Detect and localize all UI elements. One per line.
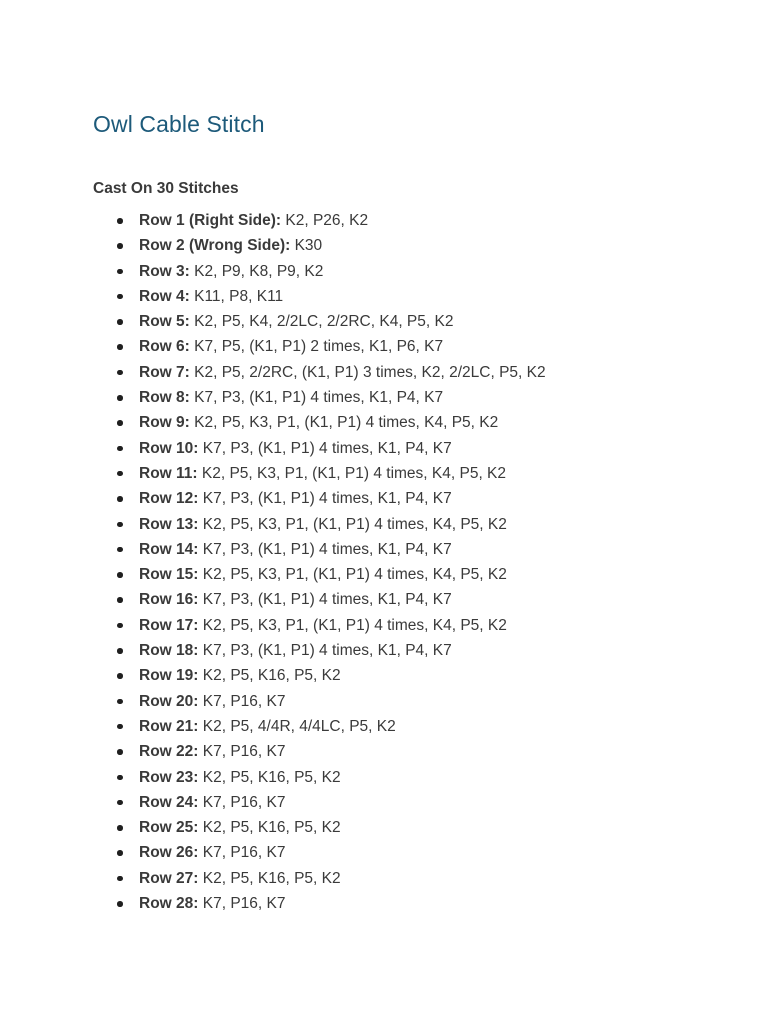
row-instruction: K2, P5, K16, P5, K2 xyxy=(202,768,341,786)
list-item xyxy=(93,790,713,815)
row-label: Row 6: xyxy=(139,338,190,356)
row-label: Row 27: xyxy=(139,869,199,887)
row-instruction: K2, P5, K16, P5, K2 xyxy=(202,869,341,887)
list-item xyxy=(93,891,713,916)
row-label: Row 1 (Right Side): xyxy=(139,212,282,229)
row-label: Row 17: xyxy=(139,616,199,634)
list-item xyxy=(93,739,713,764)
bullet-icon xyxy=(117,775,123,781)
row-instruction: K7, P3, (K1, P1) 4 times, K1, P4, K7 xyxy=(202,540,452,558)
bullet-icon xyxy=(117,344,123,350)
row-instruction: K2, P5, K3, P1, (K1, P1) 4 times, K4, P5, K2 xyxy=(201,464,507,482)
section-title: Cast On 30 Stitches xyxy=(93,180,239,197)
row-instruction: K7, P16, K7 xyxy=(202,793,286,811)
row-instruction: K2, P5, K4, 2/2LC, 2/2RC, K4, P5, K2 xyxy=(194,313,454,331)
row-label: Row 4: xyxy=(139,287,190,305)
list-item xyxy=(93,537,713,562)
bullet-icon xyxy=(117,850,123,856)
list-item xyxy=(93,486,713,511)
row-label: Row 20: xyxy=(139,692,199,710)
list-item xyxy=(93,638,713,663)
bullet-icon xyxy=(117,319,123,325)
row-label: Row 21: xyxy=(139,717,199,735)
bullet-icon xyxy=(117,901,123,907)
row-label: Row 9: xyxy=(139,414,190,432)
bullet-icon xyxy=(117,699,123,705)
list-item xyxy=(93,512,713,537)
row-label: Row 22: xyxy=(139,743,199,761)
list-item xyxy=(93,613,713,638)
bullet-icon xyxy=(117,876,123,882)
bullet-icon xyxy=(117,522,123,528)
bullet-icon xyxy=(117,597,123,603)
row-instruction: K7, P3, (K1, P1) 4 times, K1, P4, K7 xyxy=(202,591,452,609)
row-instruction: K2, P26, K2 xyxy=(285,212,369,229)
row-instruction: K2, P5, 4/4R, 4/4LC, P5, K2 xyxy=(202,717,396,735)
list-item xyxy=(93,587,713,612)
row-instruction: K7, P3, (K1, P1) 4 times, K1, P4, K7 xyxy=(202,642,452,660)
row-label: Row 25: xyxy=(139,819,199,837)
row-label: Row 19: xyxy=(139,667,199,685)
list-item xyxy=(93,385,713,410)
row-instruction: K7, P3, (K1, P1) 4 times, K1, P4, K7 xyxy=(194,389,444,407)
row-instruction: K2, P5, K16, P5, K2 xyxy=(202,819,341,837)
row-label: Row 12: xyxy=(139,490,199,508)
bullet-icon xyxy=(117,623,123,629)
row-instruction: K7, P3, (K1, P1) 4 times, K1, P4, K7 xyxy=(202,439,452,457)
bullet-icon xyxy=(117,547,123,553)
row-label: Row 13: xyxy=(139,515,199,533)
row-label: Row 18: xyxy=(139,642,199,660)
list-item xyxy=(93,334,713,359)
list-item xyxy=(93,208,713,233)
row-instructions-list xyxy=(93,208,713,916)
row-label: Row 2 (Wrong Side): xyxy=(139,237,291,255)
row-instruction: K7, P5, (K1, P1) 2 times, K1, P6, K7 xyxy=(194,338,444,356)
bullet-icon xyxy=(117,269,123,275)
row-label: Row 10: xyxy=(139,439,199,457)
bullet-icon xyxy=(117,572,123,578)
list-item xyxy=(93,663,713,688)
row-instruction: K2, P5, K3, P1, (K1, P1) 4 times, K4, P5, K2 xyxy=(194,414,499,432)
row-instruction: K2, P5, K16, P5, K2 xyxy=(202,667,341,685)
list-item xyxy=(93,562,713,587)
row-label: Row 23: xyxy=(139,768,199,786)
list-item xyxy=(93,765,713,790)
document-title: Owl Cable Stitch xyxy=(93,111,265,137)
bullet-icon xyxy=(117,800,123,806)
list-item xyxy=(93,284,713,309)
list-item xyxy=(93,714,713,739)
row-instruction: K2, P5, K3, P1, (K1, P1) 4 times, K4, P5, K2 xyxy=(202,616,507,634)
bullet-icon xyxy=(117,420,123,426)
row-instruction: K7, P3, (K1, P1) 4 times, K1, P4, K7 xyxy=(202,490,452,508)
list-item xyxy=(93,360,713,385)
row-label: Row 8: xyxy=(139,389,190,407)
bullet-icon xyxy=(117,370,123,376)
bullet-icon xyxy=(117,749,123,755)
row-label: Row 24: xyxy=(139,793,199,811)
bullet-icon xyxy=(117,724,123,730)
row-label: Row 14: xyxy=(139,540,199,558)
bullet-icon xyxy=(117,648,123,654)
row-instruction: K2, P5, K3, P1, (K1, P1) 4 times, K4, P5, K2 xyxy=(202,515,507,533)
bullet-icon xyxy=(117,446,123,452)
row-instruction: K7, P16, K7 xyxy=(202,844,286,862)
list-item xyxy=(93,840,713,865)
list-item xyxy=(93,233,713,258)
row-label: Row 5: xyxy=(139,313,190,331)
row-label: Row 26: xyxy=(139,844,199,862)
row-instruction: K30 xyxy=(294,237,323,255)
list-item xyxy=(93,461,713,486)
row-label: Row 11: xyxy=(139,464,198,482)
list-item xyxy=(93,866,713,891)
bullet-icon xyxy=(117,218,123,224)
row-label: Row 3: xyxy=(139,262,190,280)
list-item xyxy=(93,410,713,435)
row-label: Row 7: xyxy=(139,363,190,381)
row-label: Row 15: xyxy=(139,566,199,584)
row-instruction: K11, P8, K11 xyxy=(194,287,284,305)
document-page xyxy=(93,108,713,916)
list-item xyxy=(93,689,713,714)
bullet-icon xyxy=(117,673,123,679)
row-instruction: K7, P16, K7 xyxy=(202,743,286,761)
bullet-icon xyxy=(117,243,123,249)
bullet-icon xyxy=(117,825,123,831)
row-label: Row 16: xyxy=(139,591,199,609)
list-item xyxy=(93,436,713,461)
bullet-icon xyxy=(117,395,123,401)
row-label: Row 28: xyxy=(139,895,199,913)
list-item xyxy=(93,815,713,840)
row-instruction: K7, P16, K7 xyxy=(202,692,286,710)
list-item xyxy=(93,259,713,284)
list-item xyxy=(93,309,713,334)
row-instruction: K2, P5, K3, P1, (K1, P1) 4 times, K4, P5, K2 xyxy=(202,566,507,584)
row-instruction: K2, P9, K8, P9, K2 xyxy=(194,262,324,280)
bullet-icon xyxy=(117,496,123,502)
bullet-icon xyxy=(117,471,123,477)
bullet-icon xyxy=(117,294,123,300)
row-instruction: K7, P16, K7 xyxy=(202,895,286,913)
row-instruction: K2, P5, 2/2RC, (K1, P1) 3 times, K2, 2/2LC, P5, K2 xyxy=(194,363,546,381)
